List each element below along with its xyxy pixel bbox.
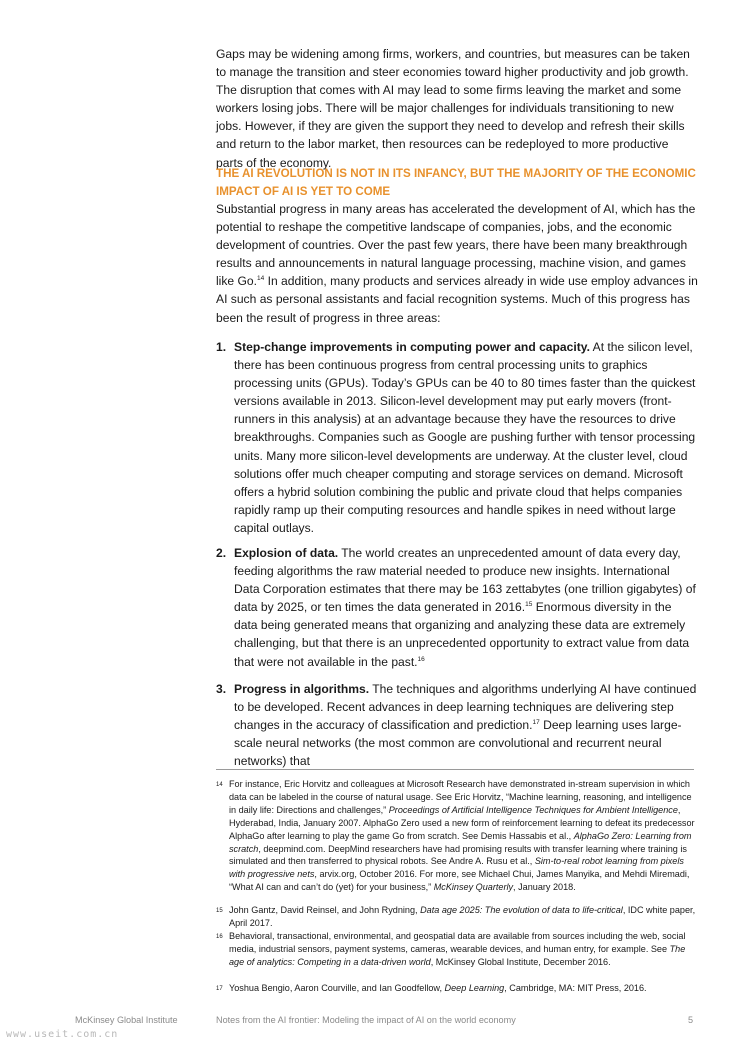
footnote-text: , Cambridge, MA: MIT Press, 2016. xyxy=(504,983,647,993)
page-number: 5 xyxy=(688,1015,694,1025)
footnote-citation: Deep Learning xyxy=(444,983,505,993)
list-number: 1. xyxy=(216,340,227,354)
list-item-text: At the silicon level, there has been continuous progress from central processing units to graphics processing units (GPUs). Today’s GPUs can be 40 to 80 times faster than the quickest versions available in 2013. Silicon-level development may put early movers (front-runners in this analysis) at an advantage because they have the resources to drive breakthroughs. Companies such as Google are pushing further with tensor processing units. Many more silicon-level developments are underway. At the cluster level, cloud solutions offer much cheaper computing and storage services on demand. Microsoft offers a hybrid solution combining the public and private cloud that helps companies rapidly ramp up their computing resources and handle spikes in need without large capital outlays. xyxy=(234,340,696,535)
list-item xyxy=(216,544,698,671)
footnote-divider xyxy=(216,769,694,770)
footnote-number: 17 xyxy=(216,986,223,992)
footnote-citation: Data age 2025: The evolution of data to life-critical xyxy=(420,905,623,915)
list-item-text: The world creates an unprecedented amount of data every day, feeding algorithms the raw material needed to produce new insights. International Data Corporation estimates that there may be 163 zettabytes (one trillion gigabytes) of data by 2025, or ten times the data generated in 2016. xyxy=(234,546,696,615)
footnote-number: 15 xyxy=(216,908,223,914)
footer-publisher: McKinsey Global Institute xyxy=(75,1015,178,1025)
footnote-17 xyxy=(216,982,696,995)
footnote-text: , IDC white paper, April 2017. xyxy=(229,905,696,928)
footnote-number: 14 xyxy=(216,782,223,788)
footnote-text: , deepmind.com. DeepMind researchers have had promising results with transfer learning where training is simulated and then transferred to physical robots. See Andre A. Rusu et al., xyxy=(229,843,687,867)
footnote-text: , McKinsey Global Institute, December 2016. xyxy=(430,956,611,967)
list-item-text-2: Deep learning uses large-scale neural networks (the most common are convolutional and recurrent neural networks) that xyxy=(234,718,682,769)
footnote-text: For instance, Eric Horvitz and colleagues at Microsoft Research have demonstrated in-stream supervision in which data can be labeled in the course of natural usage. See Eric Horvitz, “Machine learning, reasoning, and intelligence in daily life: Directions and challenges,” xyxy=(229,779,692,815)
list-item-title: Explosion of data. xyxy=(234,546,339,560)
list-item-title: Progress in algorithms. xyxy=(234,682,370,696)
footer-report-title: Notes from the AI frontier: Modeling the impact of AI on the world economy xyxy=(216,1015,516,1025)
footnote-text: Yoshua Bengio, Aaron Courville, and Ian Goodfellow, xyxy=(229,983,445,993)
footnote-citation: AlphaGo Zero: Learning from scratch xyxy=(229,830,692,854)
intro-paragraph: Gaps may be widening among firms, workers, and countries, but measures can be taken to manage the transition and steer economies toward higher productivity and job growth. The disruption that comes with AI may lead to some firms leaving the market and some workers losing jobs. There will be major challenges for individuals transitioning to new jobs. However, if they are given the support they need to develop and refresh their skills and return to the labor market, then resources can be redeployed to more productive parts of the economy. xyxy=(216,47,690,170)
list-item-title: Step-change improvements in computing power and capacity. xyxy=(234,340,590,354)
body-paragraph xyxy=(216,200,698,327)
section-heading: THE AI REVOLUTION IS NOT IN ITS INFANCY, BUT THE MAJORITY OF THE ECONOMIC IMPACT OF AI IS YET TO COME xyxy=(216,167,696,198)
footnote-citation: The age of analytics: Competing in a data-driven world xyxy=(229,943,686,967)
footnote-text: , arvix.org, October 2016. For more, see Michael Chui, James Manyika, and Mehdi Miremadi, “What AI can and can’t do (yet) for your business,” xyxy=(229,869,690,893)
footnote-text: , Hyderabad, India, January 2007. AlphaGo Zero used a new form of reinforcement learning to defeat its predecessor AlphaGo after learning to play the game Go from scratch. See Demis Hassabis et al., xyxy=(229,804,695,841)
footnote-ref-14[interactable]: 14 xyxy=(257,275,265,283)
footnote-number: 16 xyxy=(216,934,223,940)
body-text-1: Substantial progress in many areas has accelerated the development of AI, which has the potential to reshape the competitive landscape of companies, jobs, and the economic development of countries. Over the past few years, there have been many breakthrough results and announcements in natural language processing, machine vision, and games like Go. xyxy=(216,202,696,289)
footnote-16 xyxy=(216,930,696,969)
watermark: www.useit.com.cn xyxy=(6,1029,119,1040)
footnote-text: John Gantz, David Reinsel, and John Rydning, xyxy=(229,905,421,915)
footnote-ref-17[interactable]: 17 xyxy=(532,719,540,727)
list-item xyxy=(216,338,698,537)
body-text-2: In addition, many products and services already in wide use employ advances in AI such as personal assistants and facial recognition systems. Much of this progress has been the result of progress in three areas: xyxy=(216,274,698,325)
list-number: 3. xyxy=(216,682,227,696)
list-number: 2. xyxy=(216,546,227,560)
list-item xyxy=(216,680,698,770)
footnote-citation: Proceedings of Artificial Intelligence Techniques for Ambient Intelligence xyxy=(388,804,678,815)
footnote-ref-16[interactable]: 16 xyxy=(417,655,425,663)
list-item-text-2: Enormous diversity in the data being generated means that organizing and analyzing these data are extremely challenging, but that there is an unprecedented opportunity to extract value from data that were not available in the past. xyxy=(234,600,690,669)
footnote-text: , January 2018. xyxy=(513,882,576,893)
footnote-15 xyxy=(216,904,696,930)
footnote-text: Behavioral, transactional, environmental, and geospatial data are available from sources including the web, social media, industrial sensors, payment systems, cameras, wearable devices, and human entry, for example. See xyxy=(229,931,686,954)
footnote-citation: McKinsey Quarterly xyxy=(433,882,514,893)
footnote-citation: Sim-to-real robot learning from pixels with progressive nets xyxy=(229,856,684,880)
footnote-ref-15[interactable]: 15 xyxy=(525,601,533,609)
footnote-14 xyxy=(216,778,696,894)
list-item-text: The techniques and algorithms underlying AI have continued to be developed. Recent advances in deep learning techniques are delivering step changes in the accuracy of classification and prediction. xyxy=(234,682,697,733)
